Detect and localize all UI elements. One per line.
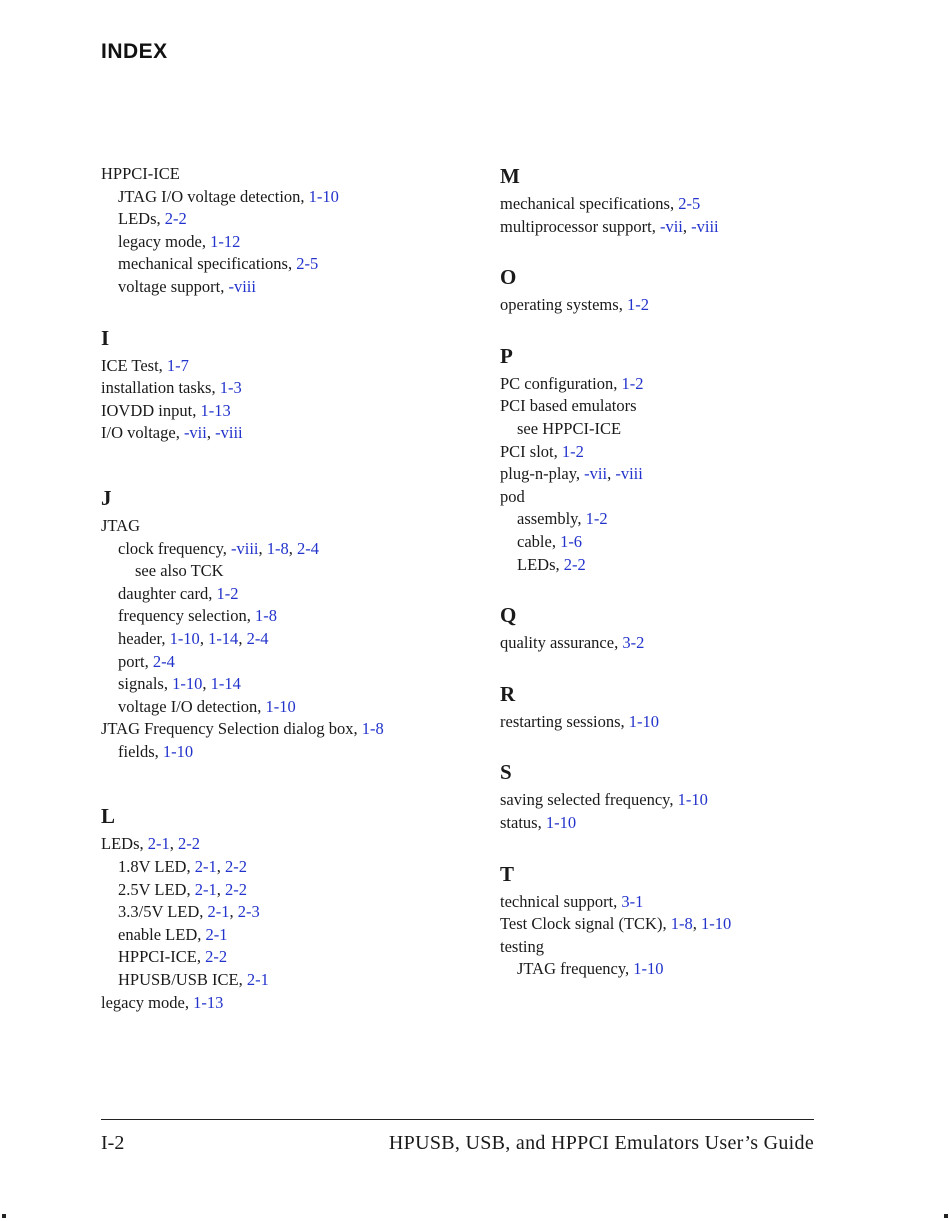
index-entry: [500, 395, 830, 418]
ref-separator: ,: [353, 719, 362, 739]
index-entry: [101, 856, 481, 879]
page-reference-link[interactable]: 1-8: [670, 914, 693, 934]
page-reference-link[interactable]: 2-1: [246, 970, 269, 990]
page-reference-link[interactable]: 1-10: [162, 741, 194, 761]
ref-separator: ,: [669, 790, 678, 810]
index-term: multiprocessor support: [500, 216, 652, 236]
page-reference-link[interactable]: 1-8: [361, 719, 384, 739]
ref-separator: ,: [662, 914, 671, 934]
page-reference-link[interactable]: 1-10: [628, 711, 660, 731]
page-reference-link[interactable]: 1-2: [585, 509, 608, 529]
index-entry: [500, 913, 830, 936]
section-spacer: [101, 763, 481, 777]
index-term: JTAG frequency: [517, 959, 626, 979]
index-entry: [500, 936, 830, 959]
ref-separator: ,: [197, 924, 206, 944]
index-section-letter: L: [101, 804, 116, 829]
index-section-letter: R: [500, 681, 516, 706]
index-term: header: [118, 628, 162, 648]
page-reference-link[interactable]: 2-4: [152, 651, 175, 671]
ref-separator: ,: [537, 812, 546, 832]
ref-separator: ,: [287, 254, 297, 274]
index-term: fields: [118, 741, 155, 761]
ref-separator: ,: [163, 674, 173, 694]
page-reference-link[interactable]: 1-8: [266, 538, 289, 558]
index-entry: [101, 538, 481, 561]
page-reference-link[interactable]: 1-14: [210, 674, 241, 694]
index-entry: [101, 400, 481, 423]
ref-separator: ,: [238, 970, 247, 990]
index-column-left: [101, 163, 481, 1014]
page-reference-link[interactable]: 2-2: [178, 834, 200, 854]
index-term: restarting sessions: [500, 711, 621, 731]
index-term: ICE Test: [101, 355, 159, 375]
ref-separator: ,: [206, 423, 216, 443]
ref-separator: ,: [199, 628, 209, 648]
page-reference-link[interactable]: 2-2: [205, 947, 228, 967]
index-term: see also TCK: [135, 561, 224, 581]
index-entry: [500, 554, 830, 577]
index-term: Test Clock signal (TCK): [500, 914, 663, 934]
index-term: clock frequency: [118, 538, 223, 558]
index-term: JTAG I/O voltage detection: [118, 186, 301, 206]
ref-separator: ,: [154, 741, 163, 761]
page-title: INDEX: [101, 40, 168, 63]
index-term: PCI slot: [500, 441, 554, 461]
index-term: assembly: [517, 509, 578, 529]
page-reference-link[interactable]: 3-2: [622, 633, 645, 653]
ref-separator: ,: [144, 651, 153, 671]
index-entry: [101, 651, 481, 674]
index-term: LEDs: [118, 209, 157, 229]
ref-separator: ,: [257, 696, 266, 716]
page-reference-link[interactable]: 1-2: [216, 583, 239, 603]
index-section-letter: S: [500, 760, 512, 785]
index-term: voltage support: [118, 276, 221, 296]
index-entry: [500, 789, 830, 812]
index-section-letter: P: [500, 343, 513, 368]
index-entry: [101, 605, 481, 628]
index-term: see HPPCI-ICE: [517, 418, 622, 438]
index-section-letter: O: [500, 265, 517, 290]
page-reference-link[interactable]: 2-2: [164, 209, 187, 229]
index-term: 2.5V LED: [118, 879, 187, 899]
page-reference-link[interactable]: 1-6: [560, 531, 583, 551]
page-reference-link[interactable]: -viii: [691, 216, 719, 236]
index-term: LEDs: [517, 554, 556, 574]
page-reference-link[interactable]: -viii: [215, 423, 243, 443]
page-reference-link[interactable]: 1-3: [219, 378, 242, 398]
page-reference-link[interactable]: 1-14: [208, 628, 239, 648]
page-reference-link[interactable]: 2-5: [296, 254, 319, 274]
ref-separator: ,: [692, 914, 701, 934]
index-term: quality assurance: [500, 633, 615, 653]
index-entry: [500, 632, 830, 655]
ref-separator: ,: [246, 606, 255, 626]
index-entry: [101, 946, 481, 969]
page-reference-link[interactable]: 2-5: [678, 194, 701, 213]
page-reference-link[interactable]: 3-1: [621, 891, 644, 911]
index-term: I/O voltage: [101, 423, 176, 443]
ref-separator: ,: [208, 583, 217, 603]
ref-separator: ,: [618, 295, 627, 315]
index-term: PC configuration: [500, 373, 614, 393]
index-term: testing: [500, 936, 544, 956]
page-reference-link[interactable]: 2-4: [297, 538, 319, 558]
page-reference-link[interactable]: 1-10: [545, 812, 577, 832]
page-reference-link[interactable]: -viii: [615, 464, 643, 484]
index-term: voltage I/O detection: [118, 696, 258, 716]
index-term: PCI based emulators: [500, 396, 637, 416]
index-entry: [101, 422, 481, 445]
index-term: HPPCI-ICE: [118, 947, 197, 967]
page-reference-link[interactable]: 2-1: [205, 924, 228, 944]
page-reference-link[interactable]: -vii: [659, 216, 683, 236]
page-reference-link[interactable]: 1-13: [200, 400, 231, 420]
ref-separator: ,: [158, 355, 167, 375]
index-section-letter: J: [101, 485, 112, 510]
index-entry: [500, 216, 830, 239]
ref-separator: ,: [169, 834, 178, 854]
ref-separator: ,: [551, 531, 561, 551]
ref-separator: ,: [577, 509, 586, 529]
ref-separator: ,: [238, 628, 247, 648]
page-reference-link[interactable]: 1-10: [308, 186, 339, 206]
ref-separator: ,: [186, 857, 195, 877]
page-reference-link[interactable]: 1-7: [166, 355, 189, 375]
ref-separator: ,: [184, 992, 194, 1012]
index-entry: [500, 418, 830, 441]
page-reference-link[interactable]: 1-2: [621, 373, 644, 393]
index-term: legacy mode: [118, 231, 202, 251]
index-term: technical support: [500, 891, 614, 911]
index-entry: [500, 812, 830, 835]
index-term: HPUSB/USB ICE: [118, 970, 239, 990]
ref-separator: ,: [651, 216, 660, 236]
page-reference-link[interactable]: 2-2: [224, 879, 247, 899]
index-term: 3.3/5V LED: [118, 902, 200, 922]
ref-separator: ,: [614, 633, 623, 653]
index-term: operating systems: [500, 295, 619, 315]
page-reference-link[interactable]: 1-10: [265, 696, 296, 716]
ref-separator: ,: [175, 423, 184, 443]
index-term: installation tasks: [101, 378, 212, 398]
ref-separator: ,: [196, 947, 206, 967]
index-entry: [101, 163, 481, 186]
index-entry: [500, 711, 830, 734]
ref-separator: ,: [216, 857, 225, 877]
index-entry: [500, 958, 830, 981]
index-entry: [500, 891, 830, 914]
index-term: mechanical specifications: [118, 254, 288, 274]
section-spacer: [101, 445, 481, 459]
page-reference-link[interactable]: 1-8: [254, 606, 277, 626]
page-reference-link[interactable]: 1-10: [169, 628, 200, 648]
index-term: port: [118, 651, 145, 671]
index-section-letter: I: [101, 325, 110, 350]
index-entry: [101, 231, 481, 254]
page-reference-link[interactable]: -viii: [228, 276, 256, 296]
ref-separator: ,: [211, 378, 220, 398]
footer-rule: [101, 1119, 814, 1120]
page-reference-link[interactable]: -vii: [183, 423, 207, 443]
index-term: saving selected frequency: [500, 790, 670, 810]
corner-mark-left: [2, 1214, 6, 1218]
index-entry: [500, 486, 830, 509]
index-entry: [101, 673, 481, 696]
ref-separator: ,: [192, 400, 201, 420]
index-entry: [101, 377, 481, 400]
index-entry: [101, 901, 481, 924]
page-reference-link[interactable]: 1-2: [626, 295, 649, 315]
index-term: 1.8V LED: [118, 857, 187, 877]
index-entry: [500, 531, 830, 554]
page-reference-link[interactable]: 2-3: [237, 902, 260, 922]
index-entry: [101, 924, 481, 947]
index-term: plug-n-play: [500, 464, 576, 484]
ref-separator: ,: [613, 891, 622, 911]
ref-separator: ,: [201, 231, 211, 251]
index-entry: [500, 193, 830, 216]
ref-separator: ,: [669, 194, 679, 213]
footer-page-number: I-2: [101, 1132, 125, 1154]
index-term: status: [500, 812, 538, 832]
page-reference-link[interactable]: 1-2: [561, 441, 584, 461]
ref-separator: ,: [613, 373, 622, 393]
ref-separator: ,: [222, 538, 231, 558]
index-entry: [101, 741, 481, 764]
index-entry: [500, 441, 830, 464]
index-entry: [500, 508, 830, 531]
ref-separator: ,: [625, 959, 634, 979]
ref-separator: ,: [186, 879, 195, 899]
index-column-right: [500, 163, 830, 981]
index-entry: [101, 186, 481, 209]
index-term: signals: [118, 674, 164, 694]
index-term: daughter card: [118, 583, 209, 603]
index-entry: [101, 276, 481, 299]
index-entry: [500, 373, 830, 396]
index-entry: [101, 560, 481, 583]
index-term: LEDs: [101, 834, 140, 854]
index-term: frequency selection: [118, 606, 247, 626]
ref-separator: ,: [300, 186, 309, 206]
index-entry: [101, 718, 481, 741]
index-entry: [101, 879, 481, 902]
page-reference-link[interactable]: 2-1: [194, 857, 217, 877]
ref-separator: ,: [553, 441, 562, 461]
index-entry: [500, 463, 830, 486]
index-entry: [101, 969, 481, 992]
ref-separator: ,: [229, 902, 238, 922]
index-term: enable LED: [118, 924, 198, 944]
index-term: pod: [500, 486, 525, 506]
ref-separator: ,: [555, 554, 564, 574]
ref-separator: ,: [156, 209, 165, 229]
index-term: cable: [517, 531, 552, 551]
index-entry: [101, 992, 481, 1015]
page-reference-link[interactable]: 1-10: [172, 674, 203, 694]
index-entry: [101, 515, 481, 538]
ref-separator: ,: [216, 879, 225, 899]
ref-separator: ,: [199, 902, 208, 922]
page-reference-link[interactable]: 2-2: [563, 554, 586, 574]
page-reference-link[interactable]: 2-2: [224, 857, 247, 877]
ref-separator: ,: [220, 276, 229, 296]
index-term: JTAG: [101, 515, 141, 535]
page-reference-link[interactable]: -viii: [231, 538, 259, 558]
page-reference-link[interactable]: 1-10: [677, 790, 708, 810]
index-section-letter: M: [500, 164, 520, 188]
ref-separator: ,: [258, 538, 267, 558]
ref-separator: ,: [288, 538, 297, 558]
index-term: HPPCI-ICE: [101, 164, 180, 183]
index-entry: [101, 628, 481, 651]
index-section-letter: T: [500, 861, 515, 886]
index-entry: [101, 355, 481, 378]
page-reference-link[interactable]: 1-10: [700, 914, 732, 934]
page-reference-link[interactable]: 2-1: [207, 902, 230, 922]
page-reference-link[interactable]: 1-10: [633, 959, 664, 979]
ref-separator: ,: [202, 674, 211, 694]
index-term: mechanical specifications: [500, 194, 670, 213]
page-reference-link[interactable]: 2-4: [246, 628, 269, 648]
index-entry: [500, 294, 830, 317]
corner-mark-right: [944, 1214, 948, 1218]
ref-separator: ,: [607, 464, 616, 484]
index-entry: [101, 696, 481, 719]
ref-separator: ,: [682, 216, 692, 236]
index-entry: [101, 833, 481, 856]
index-term: legacy mode: [101, 992, 185, 1012]
page-reference-link[interactable]: 1-12: [210, 231, 241, 251]
index-entry: [101, 208, 481, 231]
page-reference-link[interactable]: -vii: [584, 464, 608, 484]
index-entry: [101, 583, 481, 606]
page-reference-link[interactable]: 2-1: [194, 879, 217, 899]
footer-book-title: HPUSB, USB, and HPPCI Emulators User’s Guide: [388, 1132, 814, 1154]
index-term: IOVDD input: [101, 400, 193, 420]
ref-separator: ,: [575, 464, 585, 484]
ref-separator: ,: [620, 711, 629, 731]
index-term: JTAG Frequency Selection dialog box: [101, 719, 354, 739]
index-section-letter: Q: [500, 603, 517, 628]
page-reference-link[interactable]: 2-1: [147, 834, 170, 854]
index-entry: [101, 253, 481, 276]
ref-separator: ,: [161, 628, 170, 648]
ref-separator: ,: [139, 834, 148, 854]
page-reference-link[interactable]: 1-13: [193, 992, 224, 1012]
